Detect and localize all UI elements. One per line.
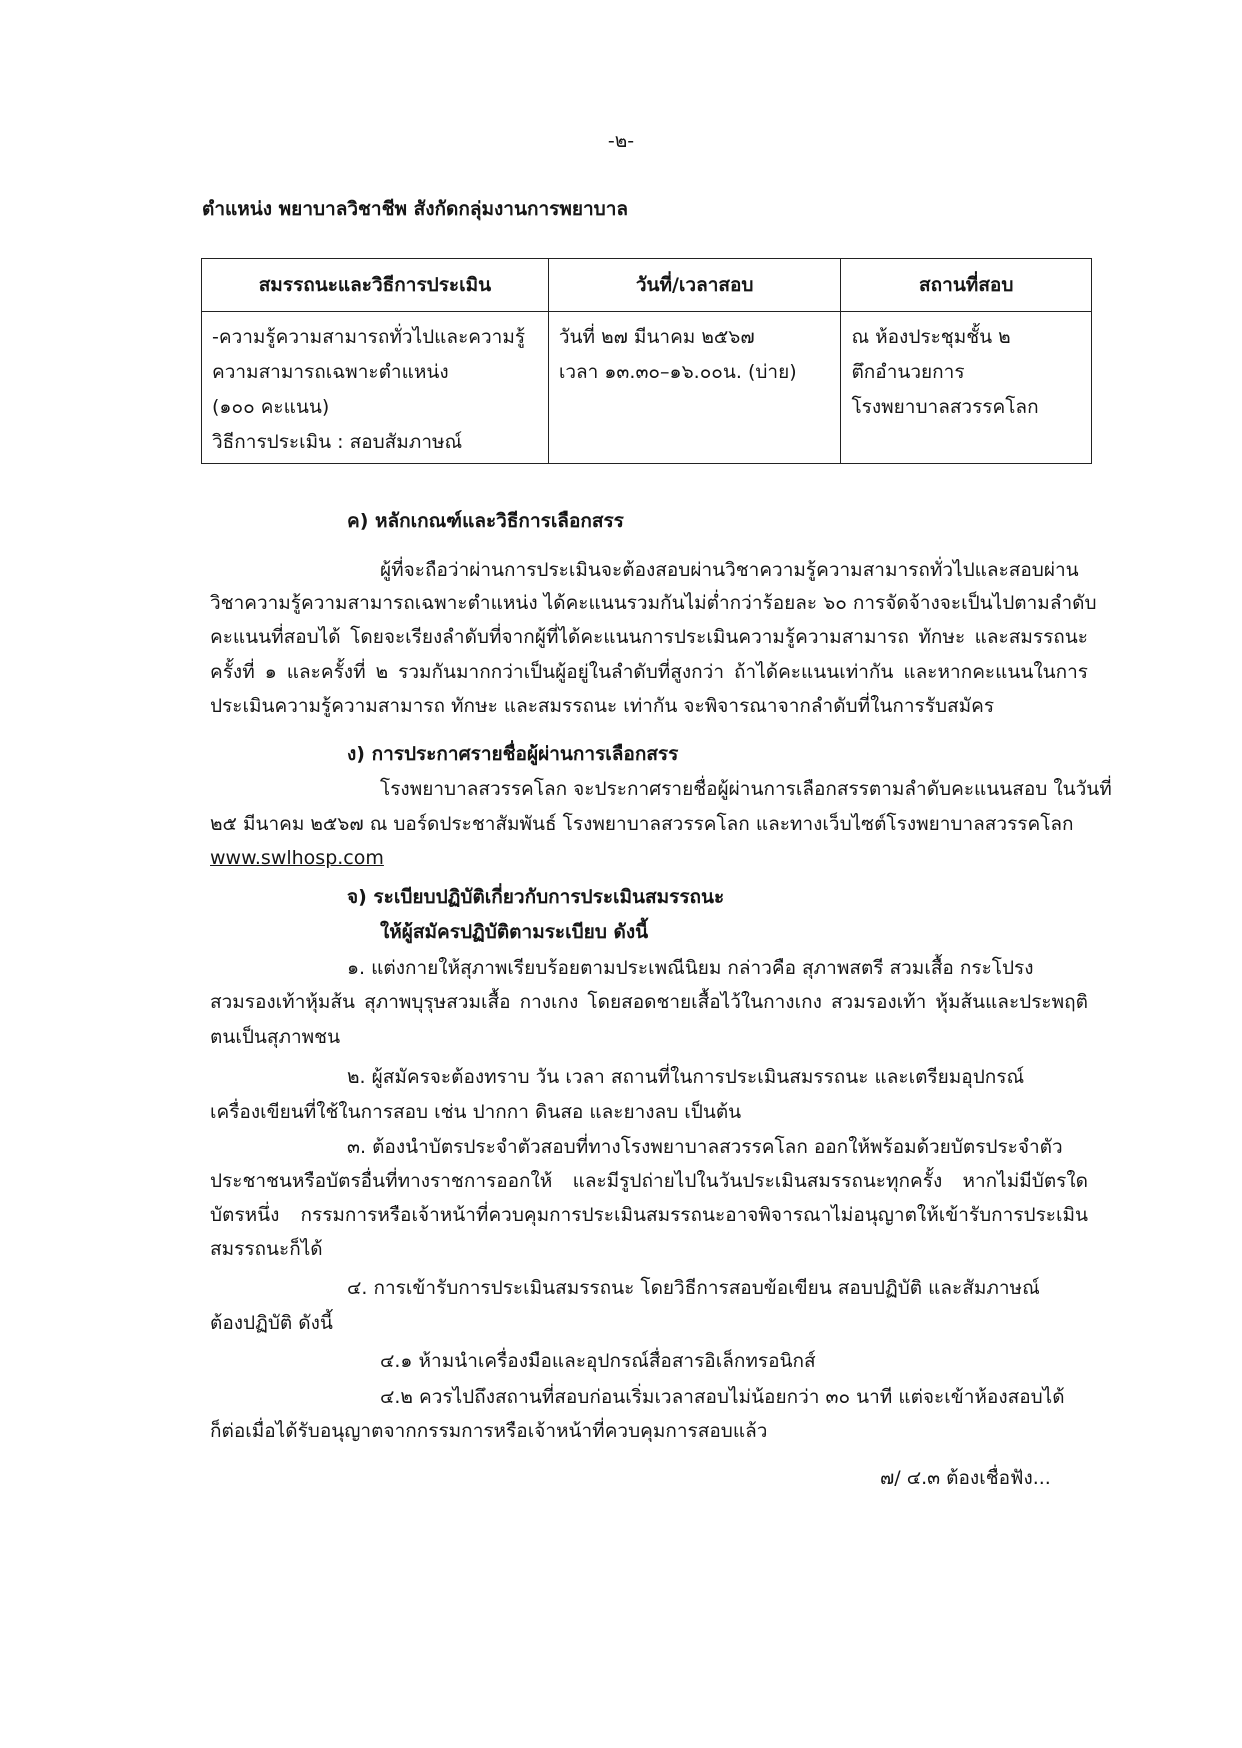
section-c-line: วิชาความรู้ความสามารถเฉพาะตำแหน่ง ได้คะแนนรวมกันไม่ต่ำกว่าร้อยละ ๖๐ การจัดจ้างจะเป็นไปตามลำดับ bbox=[210, 592, 1097, 614]
competency-line: ความสามารถเฉพาะตำแหน่ง bbox=[212, 361, 449, 383]
venue-cell bbox=[841, 312, 1092, 464]
rule-item-4-line: ต้องปฏิบัติ ดังนี้ bbox=[210, 1312, 333, 1334]
competency-line: (๑๐๐ คะแนน) bbox=[212, 396, 330, 418]
table-row bbox=[202, 312, 1092, 464]
section-e-heading: จ) ระเบียบปฏิบัติเกี่ยวกับการประเมินสมรรถนะ bbox=[347, 886, 725, 908]
section-c-line: คะแนนที่สอบได้ โดยจะเรียงลำดับที่จากผู้ที่ได้คะแนนการประเมินความรู้ความสามารถ ทักษะ และสมรรถนะ bbox=[210, 626, 1088, 648]
rule-item-3: ๓. ต้องนำบัตรประจำตัวสอบที่ทางโรงพยาบาลสวรรคโลก ออกให้พร้อมด้วยบัตรประจำตัว bbox=[347, 1136, 1063, 1158]
section-c-line: ผู้ที่จะถือว่าผ่านการประเมินจะต้องสอบผ่านวิชาความรู้ความสามารถทั่วไปและสอบผ่าน bbox=[380, 559, 1079, 581]
rule-item-4-2-line: ก็ต่อเมื่อได้รับอนุญาตจากกรรมการหรือเจ้าหน้าที่ควบคุมการสอบแล้ว bbox=[210, 1420, 768, 1442]
rule-item-1: ๑. แต่งกายให้สุภาพเรียบร้อยตามประเพณีนิยม กล่าวคือ สุภาพสตรี สวมเสื้อ กระโปรง bbox=[347, 957, 1034, 979]
venue-line: ตึกอำนวยการ bbox=[851, 361, 965, 383]
datetime-line: เวลา ๑๓.๓๐–๑๖.๐๐น. (บ่าย) bbox=[558, 361, 797, 383]
competency-cell bbox=[202, 312, 549, 464]
rule-item-3-line: ประชาชนหรือบัตรอื่นที่ทางราชการออกให้ และมีรูปถ่ายไปในวันประเมินสมรรถนะทุกครั้ง หากไม่มีบัตรใด bbox=[210, 1170, 1088, 1192]
rule-item-2-line: เครื่องเขียนที่ใช้ในการสอบ เช่น ปากกา ดินสอ และยางลบ เป็นต้น bbox=[210, 1101, 742, 1123]
continuation-note: ๗/ ๔.๓ ต้องเชื่อฟัง... bbox=[880, 1467, 1051, 1489]
section-d-line: โรงพยาบาลสวรรคโลก จะประกาศรายชื่อผู้ผ่านการเลือกสรรตามลำดับคะแนนสอบ ในวันที่ bbox=[380, 778, 1112, 800]
rule-item-3-line: บัตรหนึ่ง กรรมการหรือเจ้าหน้าที่ควบคุมการประเมินสมรรถนะอาจพิจารณาไม่อนุญาตให้เข้ารับการประเมิน bbox=[210, 1204, 1088, 1226]
table-header-competency: สมรรถนะและวิธีการประเมิน bbox=[202, 259, 549, 312]
table-header-venue: สถานที่สอบ bbox=[841, 259, 1092, 312]
website-link[interactable]: www.swlhosp.com bbox=[210, 847, 384, 869]
rule-item-4: ๔. การเข้ารับการประเมินสมรรถนะ โดยวิธีการสอบข้อเขียน สอบปฏิบัติ และสัมภาษณ์ bbox=[347, 1277, 1040, 1299]
rule-item-1-line: ตนเป็นสุภาพชน bbox=[210, 1026, 341, 1048]
section-c-line: ครั้งที่ ๑ และครั้งที่ ๒ รวมกันมากกว่าเป็นผู้อยู่ในลำดับที่สูงกว่า ถ้าได้คะแนนเท่ากัน และหากคะแนนในการ bbox=[210, 661, 1088, 683]
table-header-row bbox=[202, 259, 1092, 312]
rule-item-4-1: ๔.๑ ห้ามนำเครื่องมือและอุปกรณ์สื่อสารอิเล็กทรอนิกส์ bbox=[380, 1350, 816, 1372]
competency-line: วิธีการประเมิน : สอบสัมภาษณ์ bbox=[212, 431, 463, 453]
datetime-line: วันที่ ๒๗ มีนาคม ๒๕๖๗ bbox=[558, 326, 755, 348]
datetime-cell bbox=[548, 312, 841, 464]
venue-line: โรงพยาบาลสวรรคโลก bbox=[851, 396, 1039, 418]
position-heading: ตำแหน่ง พยาบาลวิชาชีพ สังกัดกลุ่มงานการพยาบาล bbox=[202, 198, 629, 220]
section-d-heading: ง) การประกาศรายชื่อผู้ผ่านการเลือกสรร bbox=[347, 743, 679, 765]
table-header-datetime: วันที่/เวลาสอบ bbox=[548, 259, 841, 312]
section-e-subheading: ให้ผู้สมัครปฏิบัติตามระเบียบ ดังนี้ bbox=[380, 921, 649, 943]
competency-line: -ความรู้ความสามารถทั่วไปและความรู้ bbox=[212, 326, 526, 348]
section-d-line: ๒๕ มีนาคม ๒๕๖๗ ณ บอร์ดประชาสัมพันธ์ โรงพยาบาลสวรรคโลก และทางเว็บไซต์โรงพยาบาลสวรรคโลก bbox=[210, 813, 1074, 835]
rule-item-2: ๒. ผู้สมัครจะต้องทราบ วัน เวลา สถานที่ในการประเมินสมรรถนะ และเตรียมอุปกรณ์ bbox=[347, 1066, 1025, 1088]
rule-item-3-line: สมรรถนะก็ได้ bbox=[210, 1238, 323, 1260]
section-c-line: ประเมินความรู้ความสามารถ ทักษะ และสมรรถนะ เท่ากัน จะพิจารณาจากลำดับที่ในการรับสมัคร bbox=[210, 695, 995, 717]
section-c-heading: ค) หลักเกณฑ์และวิธีการเลือกสรร bbox=[347, 510, 624, 532]
venue-line: ณ ห้องประชุมชั้น ๒ bbox=[851, 326, 1011, 348]
exam-schedule-table bbox=[201, 258, 1092, 464]
rule-item-1-line: สวมรองเท้าหุ้มส้น สุภาพบุรุษสวมเสื้อ กางเกง โดยสอดชายเสื้อไว้ในกางเกง สวมรองเท้า หุ้มส้นและประพฤติ bbox=[210, 991, 1088, 1013]
page-number: -๒- bbox=[607, 130, 635, 152]
rule-item-4-2: ๔.๒ ควรไปถึงสถานที่สอบก่อนเริ่มเวลาสอบไม่น้อยกว่า ๓๐ นาที แต่จะเข้าห้องสอบได้ bbox=[380, 1386, 1065, 1408]
